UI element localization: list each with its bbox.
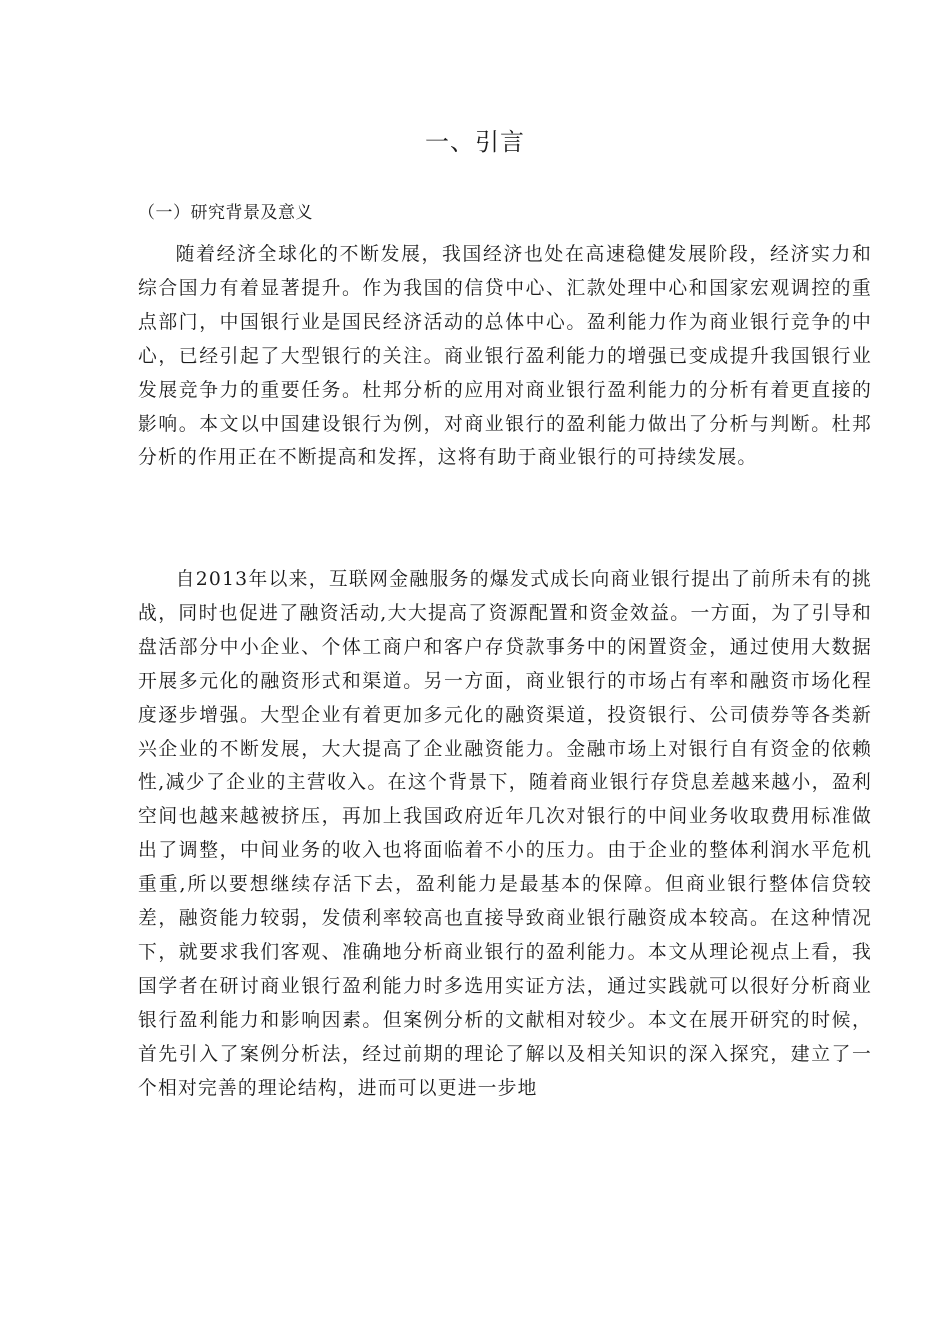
chapter-title: 一、引言 [425, 128, 525, 156]
section-heading: （一）研究背景及意义 [138, 203, 313, 223]
body-paragraph-1: 随着经济全球化的不断发展，我国经济也处在高速稳健发展阶段，经济实力和综合国力有着显著提升。作为我国的信贷中心、汇款处理中心和国家宏观调控的重点部门，中国银行业是国民经济活动的总体中心。盈利能力作为商业银行竞争的中心，已经引起了大型银行的关注。商业银行盈利能力的增强已变成提升我国银行业发展竞争力的重要任务。杜邦分析的应用对商业银行盈利能力的分析有着更直接的影响。本文以中国建设银行为例，对商业银行的盈利能力做出了分析与判断。杜邦分析的作用正在不断提高和发挥，这将有助于商业银行的可持续发展。 [138, 244, 872, 469]
body-paragraph-2: 自2013年以来，互联网金融服务的爆发式成长向商业银行提出了前所未有的挑战，同时也促进了融资活动,大大提高了资源配置和资金效益。一方面，为了引导和盘活部分中小企业、个体工商户和客户存贷款事务中的闲置资金，通过使用大数据开展多元化的融资形式和渠道。另一方面，商业银行的市场占有率和融资市场化程度逐步增强。大型企业有着更加多元化的融资渠道，投资银行、公司债券等各类新兴企业的不断发展，大大提高了企业融资能力。金融市场上对银行自有资金的依赖性,减少了企业的主营收入。在这个背景下，随着商业银行存贷息差越来越小，盈利空间也越来越被挤压，再加上我国政府近年几次对银行的中间业务收取费用标准做出了调整，中间业务的收入也将面临着不小的压力。由于企业的整体利润水平危机重重,所以要想继续存活下去，盈利能力是最基本的保障。但商业银行整体信贷较差，融资能力较弱，发债利率较高也直接导致商业银行融资成本较高。在这种情况下，就要求我们客观、准确地分析商业银行的盈利能力。本文从理论视点上看，我国学者在研讨商业银行盈利能力时多选用实证方法，通过实践就可以很好分析商业银行盈利能力和影响因素。但案例分析的文献相对较少。本文在展开研究的时候，首先引入了案例分析法，经过前期的理论了解以及相关知识的深入探究，建立了一个相对完善的理论结构，进而可以更进一步地 [138, 569, 872, 1099]
